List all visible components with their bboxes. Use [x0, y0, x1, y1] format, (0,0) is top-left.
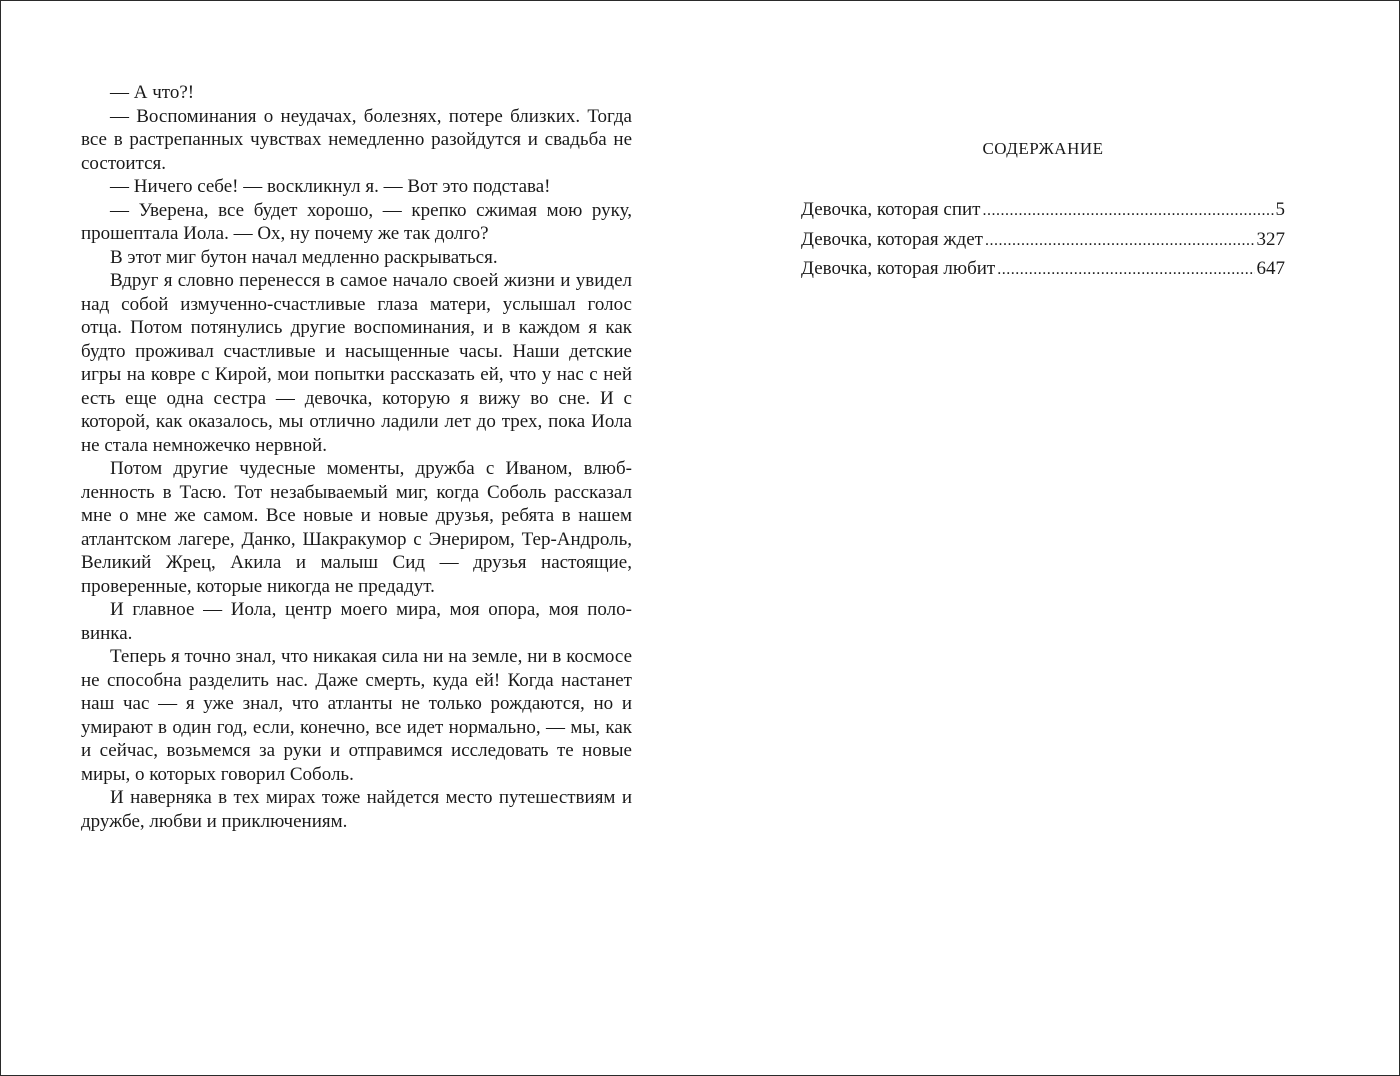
- paragraph: В этот миг бутон начал медленно раскрываться.: [110, 246, 498, 268]
- paragraph: Теперь я точно знал, что никакая сила ни на земле, ни в космосе не способна разделить нас. Даже смерть, куда ей! Когда настанет наш час — я уже знал, что атланты не только рождаются, но и умирают в один год, если, конечно, все идет нормально, — мы, как и сейчас, возьмемся за руки и отправимся исследовать те новые миры, о которых говорил Соболь.: [81, 646, 632, 785]
- toc-title: СОДЕРЖАНИЕ: [982, 139, 1104, 158]
- toc-entry[interactable]: [801, 196, 1285, 226]
- toc-entry-title: Девочка, которая ждет: [801, 228, 983, 250]
- toc-page-number: 647: [1256, 258, 1285, 279]
- left-page: [81, 81, 632, 833]
- toc-page-number: 5: [1275, 199, 1285, 220]
- right-page: [801, 131, 1285, 285]
- paragraph: И наверняка в тех мирах тоже найдется место путешествиям и дружбе, любви и приключениям.: [81, 787, 632, 832]
- paragraph: Потом другие чудесные моменты, дружба с Иваном, влюбленность в Тасю. Тот незабываемый миг, когда Соболь рассказал мне о мне же самом. Все новые и новые друзья, ребята в нашем атлантском лагере, Данко, Шакракумор с Энериром, Тер-Андроль, Великий Жрец, Акила и малыш Сид — друзья настоящие, проверенные, которые никогда не предадут.: [81, 458, 632, 597]
- toc-entry-title: Девочка, которая спит: [801, 199, 981, 220]
- toc-dot-leader: [985, 227, 1255, 256]
- paragraph: — Уверена, все будет хорошо, — крепко сжимая мою руку, прошептала Иола. — Ох, ну почему же так долго?: [81, 199, 632, 244]
- toc-entry-title: Девочка, которая любит: [801, 258, 996, 279]
- paragraph: — Ничего себе! — воскликнул я. — Вот это подстава!: [110, 176, 551, 197]
- paragraph: И главное — Иола, центр моего мира, моя опора, моя половинка.: [81, 599, 632, 644]
- paragraph: — А что?!: [110, 82, 195, 103]
- paragraph: Вдруг я словно перенесся в самое начало своей жизни и увидел над собой измученно-счастливые глаза матери, услышал голос отца. Потом потянулись другие воспоминания, и в каждом я как будто проживал счастливые и насыщенные часы. Наши детские игры на ковре с Кирой, мои попытки рассказать ей, что у нас с ней есть еще одна сестра — девочка, которую я вижу во сне. И с которой, как оказалось, мы отлично ладили лет до трех, пока Иола не стала немножечко нервной.: [81, 270, 632, 456]
- toc-page-number: 327: [1256, 228, 1285, 250]
- toc-entry[interactable]: [801, 255, 1285, 285]
- toc-entry[interactable]: [801, 226, 1285, 256]
- toc-dot-leader: [997, 256, 1254, 285]
- toc-dot-leader: [982, 197, 1273, 226]
- paragraph: — Воспоминания о неудачах, болезнях, потере близких. Тогда все в растрепанных чувствах немедленно разойдутся и свадьба не состоится.: [81, 105, 632, 174]
